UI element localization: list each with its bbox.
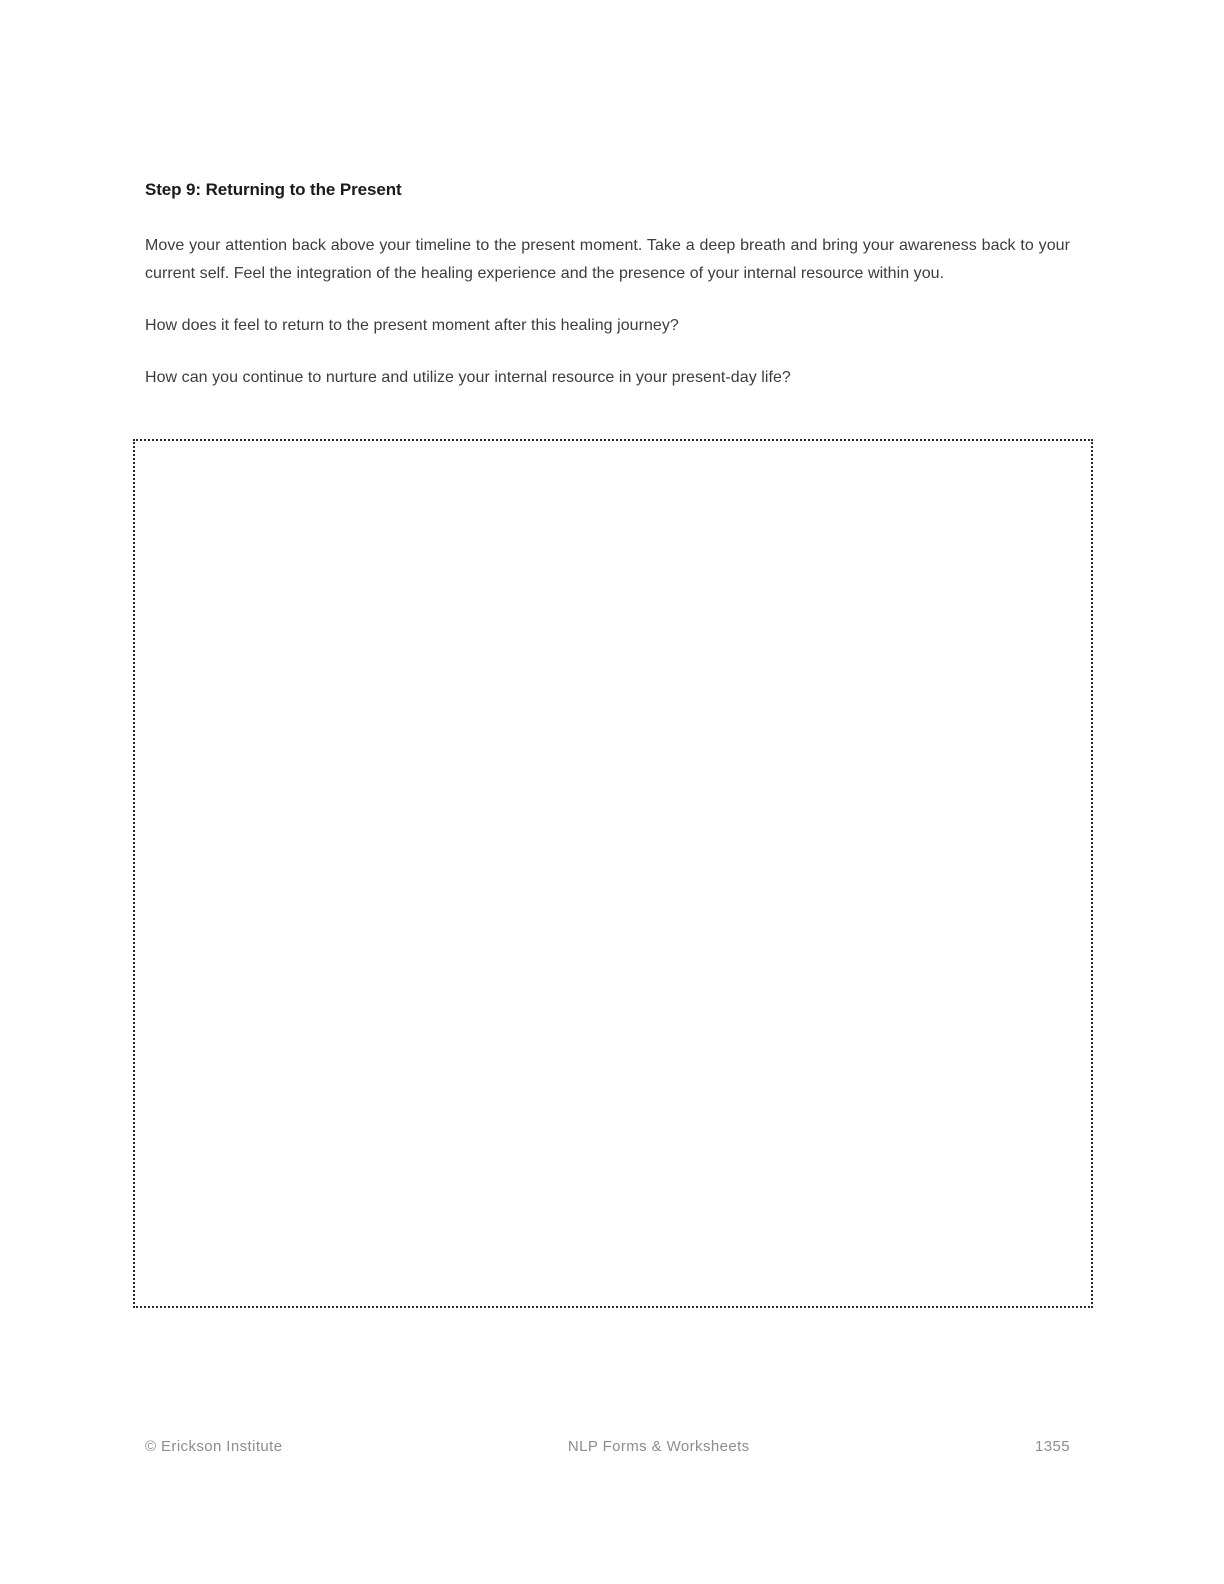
answer-input-area[interactable]	[133, 439, 1093, 1308]
reflection-question-2: How can you continue to nurture and utilize your internal resource in your present-day life?	[145, 369, 791, 386]
footer-page-number: 1355	[1035, 1438, 1070, 1455]
footer-copyright: © Erickson Institute	[145, 1438, 283, 1455]
reflection-question-1: How does it feel to return to the present moment after this healing journey?	[145, 317, 679, 334]
page-footer	[145, 1438, 1070, 1455]
instruction-paragraph: Move your attention back above your timeline to the present moment. Take a deep breath and bring your awareness back to your current self. Feel the integration of the healing experience and the presence of your internal resource within you.	[145, 237, 1070, 282]
page-title: Step 9: Returning to the Present	[145, 180, 402, 199]
footer-document-title: NLP Forms & Worksheets	[567, 1438, 750, 1455]
worksheet-content	[145, 178, 1070, 392]
